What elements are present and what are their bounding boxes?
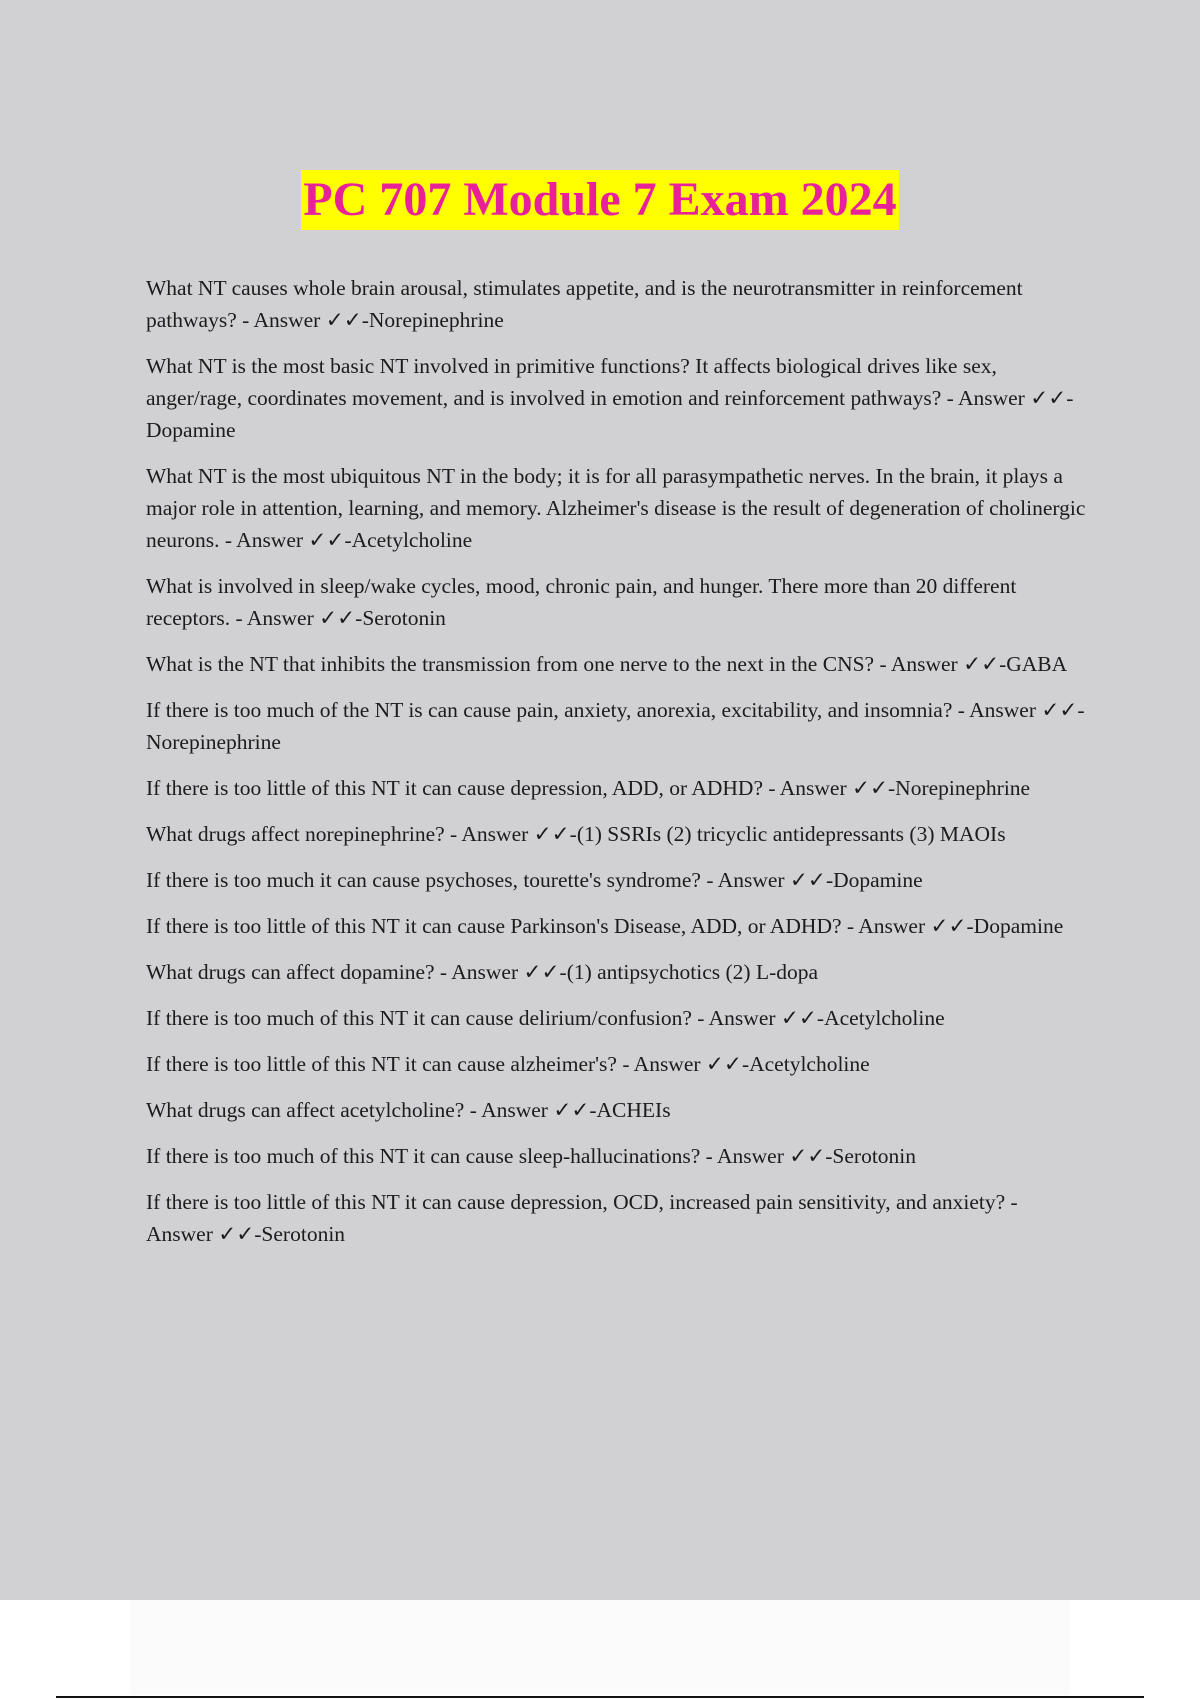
qa-item: If there is too little of this NT it can cause depression, ADD, or ADHD? - Answer ✓✓-Norepinephrine xyxy=(146,776,1031,800)
qa-item: If there is too much of this NT it can cause sleep-hallucinations? - Answer ✓✓-Serotonin xyxy=(146,1144,917,1168)
qa-item: What NT is the most ubiquitous NT in the body; it is for all parasympathetic nerves. In the brain, it plays a major role in attention, learning, and memory. Alzheimer's disease is the result of degeneration of cholinergic neurons. - Answer ✓✓-Acetylcholine xyxy=(146,464,1086,552)
qa-item: If there is too much of the NT is can cause pain, anxiety, anorexia, excitability, and insomnia? - Answer ✓✓-Norepinephrine xyxy=(146,698,1085,754)
next-page-preview xyxy=(130,1600,1070,1695)
qa-item: What is the NT that inhibits the transmission from one nerve to the next in the CNS? - Answer ✓✓-GABA xyxy=(146,652,1068,676)
qa-list xyxy=(146,272,1086,1264)
qa-item: What drugs can affect dopamine? - Answer ✓✓-(1) antipsychotics (2) L-dopa xyxy=(146,960,819,984)
qa-item: What NT is the most basic NT involved in primitive functions? It affects biological drives like sex, anger/rage, coordinates movement, and is involved in emotion and reinforcement pathways? - Answer ✓✓-Dopamine xyxy=(146,354,1074,442)
divider xyxy=(56,1696,1144,1698)
page-title: PC 707 Module 7 Exam 2024 xyxy=(301,170,898,230)
qa-item: If there is too much it can cause psychoses, tourette's syndrome? - Answer ✓✓-Dopamine xyxy=(146,868,923,892)
qa-item: What is involved in sleep/wake cycles, mood, chronic pain, and hunger. There more than 20 different receptors. - Answer ✓✓-Serotonin xyxy=(146,574,1017,630)
qa-item: What drugs affect norepinephrine? - Answer ✓✓-(1) SSRIs (2) tricyclic antidepressants (3) MAOIs xyxy=(146,822,1006,846)
title-container xyxy=(0,170,1200,230)
qa-item: If there is too little of this NT it can cause alzheimer's? - Answer ✓✓-Acetylcholine xyxy=(146,1052,870,1076)
qa-item: What drugs can affect acetylcholine? - Answer ✓✓-ACHEIs xyxy=(146,1098,671,1122)
qa-item: What NT causes whole brain arousal, stimulates appetite, and is the neurotransmitter in reinforcement pathways? - Answer ✓✓-Norepinephrine xyxy=(146,276,1023,332)
qa-item: If there is too little of this NT it can cause Parkinson's Disease, ADD, or ADHD? - Answer ✓✓-Dopamine xyxy=(146,914,1064,938)
qa-item: If there is too little of this NT it can cause depression, OCD, increased pain sensitivity, and anxiety? - Answer ✓✓-Serotonin xyxy=(146,1190,1018,1246)
qa-item: If there is too much of this NT it can cause delirium/confusion? - Answer ✓✓-Acetylcholine xyxy=(146,1006,945,1030)
